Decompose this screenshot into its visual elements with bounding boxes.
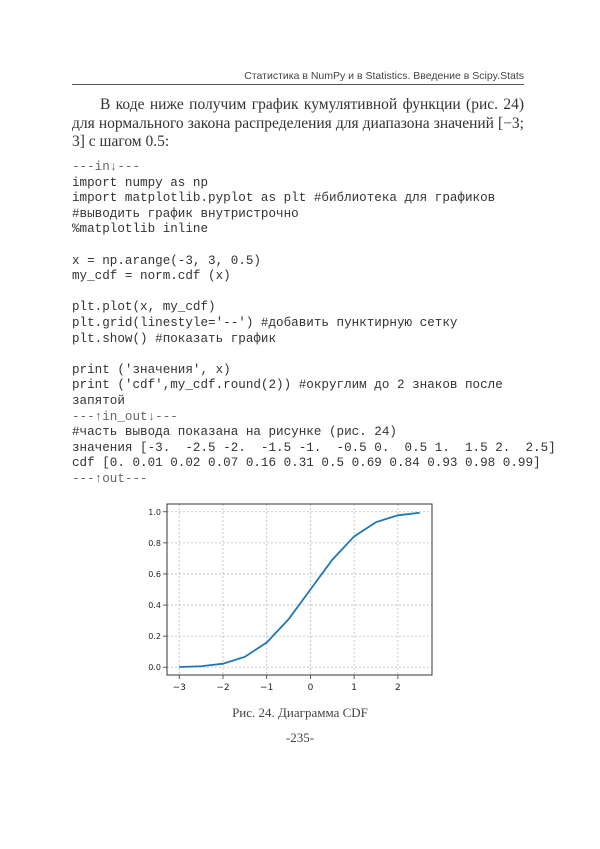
x-tick-label: −2: [216, 683, 230, 693]
body-paragraph: [72, 96, 524, 152]
y-tick-label: 0.8: [148, 538, 161, 548]
code-line: print ('cdf',my_cdf.round(2)) #округлим до 2 знаков после: [72, 378, 503, 393]
code-marker: ---in↓---: [72, 160, 141, 174]
figure-caption: Рис. 24. Диаграмма CDF: [232, 705, 368, 720]
code-line: my_cdf = norm.cdf (x): [72, 269, 231, 284]
y-tick-label: 0.4: [148, 601, 161, 611]
code-line: plt.plot(x, my_cdf): [72, 300, 216, 315]
code-line: cdf [0. 0.01 0.02 0.07 0.16 0.31 0.5 0.69 0.84 0.93 0.98 0.99]: [72, 456, 541, 471]
running-header: Статистика в NumPy и в Statistics. Введение в Scipy.Stats: [72, 69, 524, 85]
page-number: -235-: [285, 730, 315, 745]
code-line: import numpy as np: [72, 175, 209, 190]
code-marker: ---↑out---: [72, 471, 148, 486]
y-tick-label: 1.0: [148, 507, 161, 517]
cdf-line: [179, 513, 420, 667]
code-line: значения [-3. -2.5 -2. -1.5 -1. -0.5 0. 0.5 1. 1.5 2. 2.5]: [72, 440, 556, 455]
code-line: [72, 238, 556, 254]
code-line: plt.show() #показать график: [72, 331, 277, 346]
x-tick-label: −1: [260, 683, 274, 693]
x-tick-label: 0: [307, 683, 314, 693]
paragraph-text: В коде ниже получим график кумулятивной функции (рис. 24) для нормального закона распределения для диапазона значений [−3; 3] с шагом 0.5:: [72, 96, 524, 150]
x-tick-label: −3: [172, 683, 186, 693]
y-tick-label: 0.6: [148, 569, 161, 579]
plot-frame: [167, 504, 432, 675]
code-line: #часть вывода показана на рисунке (рис. 24): [72, 425, 397, 440]
code-listing: [72, 160, 556, 487]
code-line: [72, 285, 556, 301]
y-tick-label: 0.0: [148, 663, 161, 673]
cdf-chart: [140, 495, 440, 700]
code-line: import matplotlib.pyplot as plt #библиотека для графиков: [72, 191, 496, 206]
x-tick-label: 1: [351, 683, 358, 693]
code-marker: ---↑in_out↓---: [72, 409, 178, 424]
code-line: запятой: [72, 393, 125, 408]
code-line: x = np.arange(-3, 3, 0.5): [72, 253, 261, 268]
y-tick-label: 0.2: [148, 632, 161, 642]
code-line: %matplotlib inline: [72, 222, 209, 237]
code-line: print ('значения', x): [72, 362, 231, 377]
code-line: plt.grid(linestyle='--') #добавить пунктирную сетку: [72, 315, 458, 330]
code-line: #выводить график внутристрочно: [72, 206, 299, 221]
x-tick-label: 2: [395, 683, 401, 693]
code-line: [72, 347, 556, 363]
